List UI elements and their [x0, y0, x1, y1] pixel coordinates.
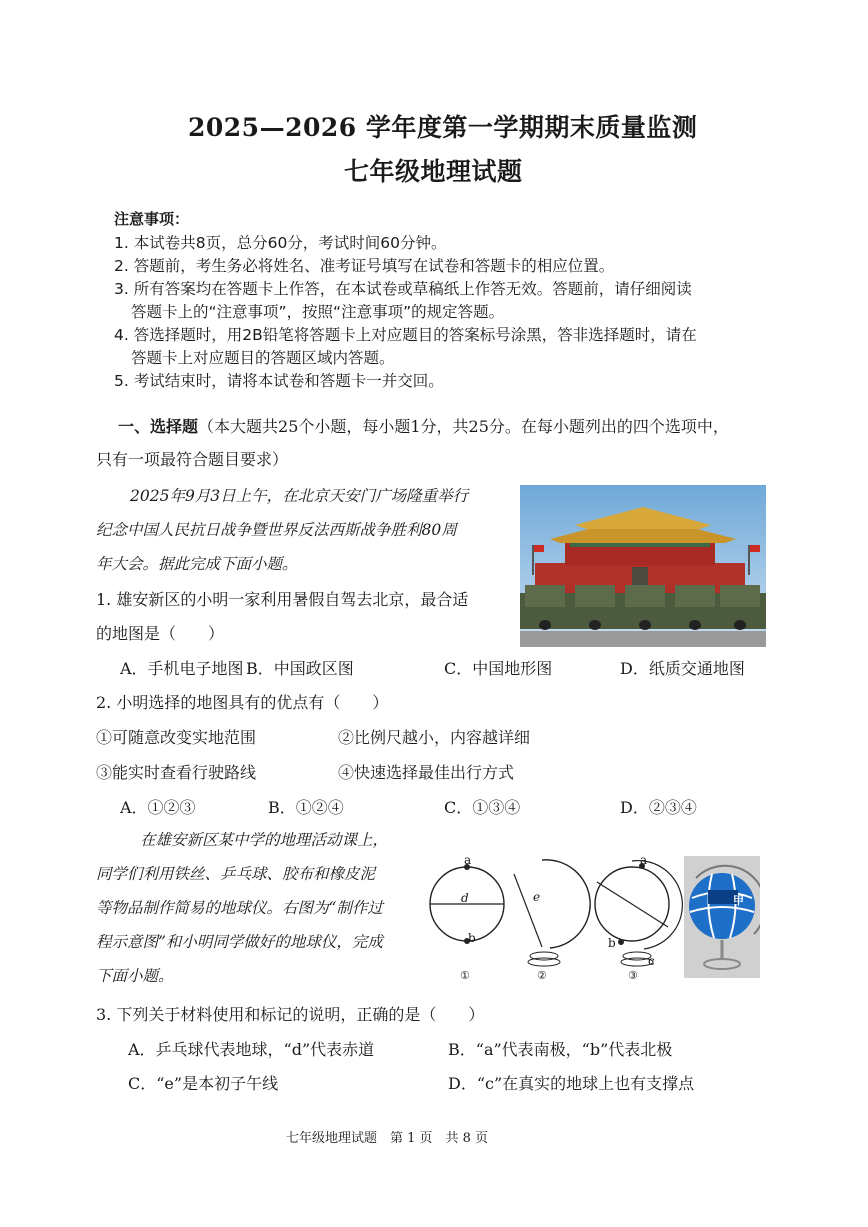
q3-stem: 3. 下列关于材料使用和标记的说明，正确的是（ ） [96, 1005, 485, 1024]
q2-item-3: ③能实时查看行驶路线 [96, 763, 257, 782]
q2-stem: 2. 小明选择的地图具有的优点有（ ） [96, 693, 389, 712]
q3-option-b[interactable]: B．“a”代表南极，“b”代表北极 [448, 1040, 673, 1059]
page-footer: 七年级地理试题 第 1 页 共 8 页 [286, 1131, 489, 1146]
section-instruction-cont: 只有一项最符合题目要求） [96, 450, 289, 469]
section-instruction: （本大题共25个小题，每小题1分，共25分。在每小题列出的四个选项中， [198, 417, 729, 436]
q2-option-b[interactable]: B．①②④ [268, 798, 344, 817]
page-title: 2025—2026 学年度第一学期期末质量监测 [188, 113, 698, 142]
q3-option-c[interactable]: C．“e”是本初子午线 [128, 1074, 279, 1093]
notes-item-4: 4. 答选择题时，用2B铅笔将答题卡上对应题目的答案标号涂黑，答非选择题时，请在 [114, 326, 697, 344]
q2-item-1: ①可随意改变实地范围 [96, 728, 257, 747]
page-subtitle: 七年级地理试题 [344, 157, 523, 186]
notes-item-5: 5. 考试结束时，请将本试卷和答题卡一并交回。 [114, 372, 444, 390]
q2-option-c[interactable]: C．①③④ [444, 798, 521, 817]
section-title: 一、选择题 [118, 417, 199, 436]
finished-globe-photo-icon [684, 856, 760, 978]
label-d: d [461, 891, 469, 905]
tiananmen-parade-photo-icon [520, 485, 766, 647]
q1-option-a[interactable]: A．手机电子地图 [120, 659, 244, 678]
label-c: c [648, 954, 655, 968]
label-jia: 甲 [733, 894, 744, 907]
passage2-line-5: 下面小题。 [96, 967, 174, 985]
figure-number-2: ② [537, 969, 547, 982]
passage1-line-2: 纪念中国人民抗日战争暨世界反法西斯战争胜利80周 [96, 521, 457, 539]
label-b-3: b [608, 936, 616, 950]
figure-number-3: ③ [628, 969, 638, 982]
q1-stem: 1. 雄安新区的小明一家利用暑假自驾去北京，最合适 [96, 590, 469, 609]
passage1-line-1: 2025年9月3日上午，在北京天安门广场隆重举行 [130, 487, 469, 505]
passage2-line-4: 程示意图”和小明同学做好的地球仪，完成 [96, 933, 383, 951]
label-a-1: a [464, 853, 472, 867]
q2-option-d[interactable]: D．②③④ [620, 798, 697, 817]
label-e: e [533, 890, 541, 904]
notes-item-4-cont: 答题卡上对应题目的答题区域内答题。 [131, 349, 395, 367]
q2-item-2: ②比例尺越小，内容越详细 [338, 728, 531, 747]
notes-heading: 注意事项： [114, 210, 190, 228]
passage2-line-2: 同学们利用铁丝、乒乓球、胶布和橡皮泥 [96, 865, 376, 883]
q2-option-a[interactable]: A．①②③ [120, 798, 196, 817]
q1-option-b[interactable]: B．中国政区图 [246, 659, 354, 678]
q2-item-4: ④快速选择最佳出行方式 [338, 763, 515, 782]
figure-number-1: ① [460, 969, 470, 982]
label-a-3: a [640, 853, 648, 867]
notes-item-2: 2. 答题前，考生务必将姓名、准考证号填写在试卷和答题卡的相应位置。 [114, 257, 615, 275]
q1-option-d[interactable]: D．纸质交通地图 [620, 659, 745, 678]
notes-item-1: 1. 本试卷共8页，总分60分，考试时间60分钟。 [114, 234, 447, 252]
label-b-1: b [468, 931, 476, 945]
passage2-line-3: 等物品制作简易的地球仪。右图为“制作过 [96, 899, 383, 917]
q3-option-d[interactable]: D．“c”在真实的地球上也有支撑点 [448, 1074, 695, 1093]
globe-making-diagram [422, 852, 684, 988]
q1-stem-cont: 的地图是（ ） [96, 624, 225, 643]
q1-option-c[interactable]: C．中国地形图 [444, 659, 553, 678]
notes-item-3: 3. 所有答案均在答题卡上作答，在本试卷或草稿纸上作答无效。答题前，请仔细阅读 [114, 280, 692, 298]
passage1-line-3: 年大会。据此完成下面小题。 [96, 555, 298, 573]
q3-option-a[interactable]: A．乒乓球代表地球，“d”代表赤道 [128, 1040, 375, 1059]
section-heading [118, 414, 729, 437]
notes-item-3-cont: 答题卡上的“注意事项”，按照“注意事项”的规定答题。 [131, 303, 505, 321]
passage2-line-1: 在雄安新区某中学的地理活动课上， [140, 831, 389, 849]
